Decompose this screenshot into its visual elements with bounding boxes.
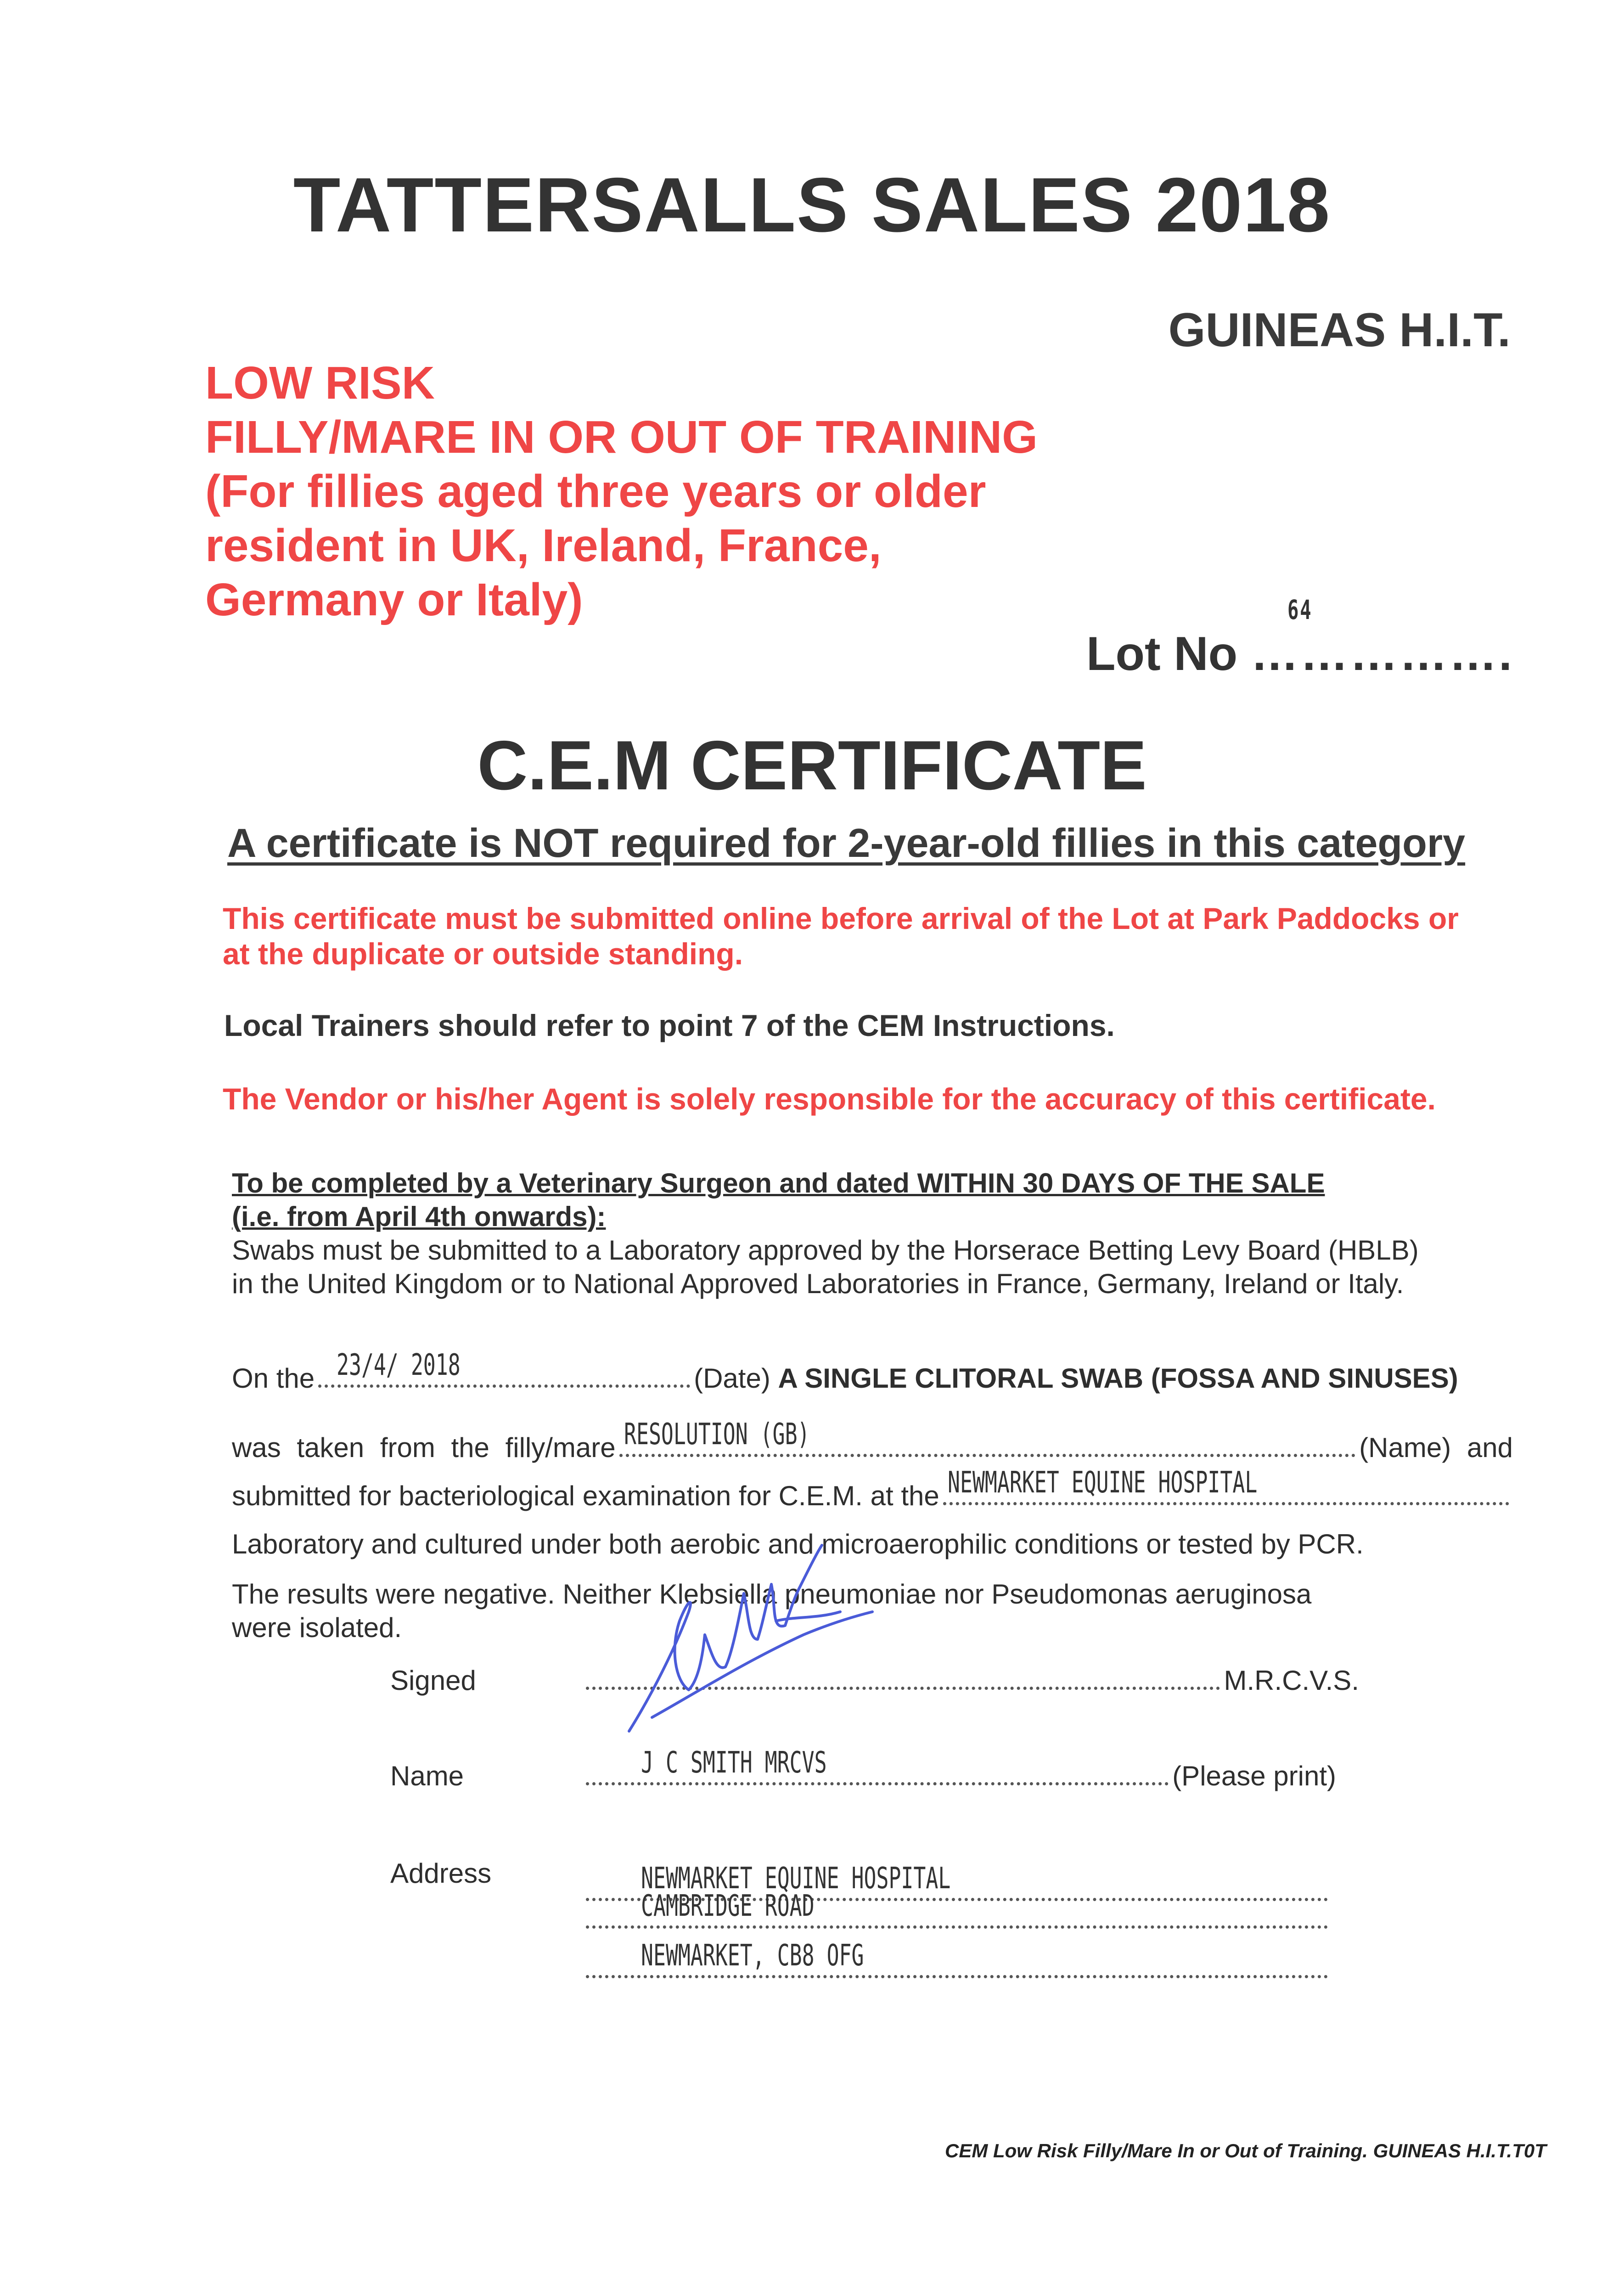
submitted-for-label: submitted for bacteriological examination for C.E.M. at the [232, 1480, 939, 1511]
address-line-field[interactable] [586, 1939, 1328, 1978]
footer-reference: CEM Low Risk Filly/Mare In or Out of Training. GUINEAS H.I.T.T0T [945, 2140, 1546, 2161]
certificate-title: C.E.M CERTIFICATE [477, 726, 1147, 805]
horse-name-field[interactable] [619, 1418, 1356, 1457]
not-required-notice: A certificate is NOT required for 2-year-old fillies in this category [227, 820, 1466, 866]
local-trainers-notice: Local Trainers should refer to point 7 of the CEM Instructions. [224, 1008, 1115, 1042]
lot-number-field [1086, 594, 1514, 681]
lab-name-field[interactable] [943, 1466, 1509, 1505]
address-line-value: NEWMARKET, CB8 OFG [641, 1939, 864, 1973]
category-line: resident in UK, Ireland, France, [205, 520, 882, 571]
lot-label: Lot No [1086, 627, 1238, 681]
submit-notice-line: This certificate must be submitted online before arrival of the Lot at Park Paddocks or [223, 901, 1459, 935]
category-line: (For fillies aged three years or older [205, 466, 986, 517]
lab-name-value: NEWMARKET EQUINE HOSPITAL [947, 1466, 1258, 1500]
mrcvs-label: M.R.C.V.S. [1224, 1665, 1359, 1696]
name-row [390, 1746, 1336, 1792]
risk-category [205, 356, 1038, 627]
taken-from-label: was taken from the filly/mare [232, 1432, 616, 1463]
on-the-label: On the [232, 1363, 315, 1394]
name-row-label: Name [390, 1761, 464, 1791]
signed-label: Signed [390, 1665, 476, 1696]
vendor-notice: The Vendor or his/her Agent is solely responsible for the accuracy of this certificate. [223, 1082, 1436, 1116]
lot-value: 64 [1287, 594, 1313, 625]
date-value: 23/4/ 2018 [337, 1348, 461, 1382]
date-label: (Date) [694, 1363, 770, 1394]
category-line: FILLY/MARE IN OR OUT OF TRAINING [205, 411, 1038, 463]
swabs-text: Swabs must be submitted to a Laboratory approved by the Horserace Betting Levy Board (HBLB) [232, 1235, 1419, 1266]
results-line: were isolated. [232, 1612, 402, 1643]
document-title: TATTERSALLS SALES 2018 [293, 162, 1331, 248]
lot-dots [1251, 594, 1514, 681]
address-label: Address [390, 1858, 492, 1889]
vet-instructions [232, 1166, 1419, 1300]
swab-type: A SINGLE CLITORAL SWAB (FOSSA AND SINUSES) [778, 1363, 1458, 1394]
category-line: Germany or Italy) [205, 574, 583, 625]
vet-name-field[interactable] [586, 1746, 1169, 1785]
laboratory-text: Laboratory and cultured under both aerobic and microaerophilic conditions or tested by PCR. [232, 1529, 1364, 1559]
vet-heading: To be completed by a Veterinary Surgeon and dated WITHIN 30 DAYS OF THE SALE [232, 1168, 1325, 1199]
vet-name-value: J C SMITH MRCVS [641, 1746, 827, 1780]
address-line-field[interactable] [586, 1889, 1328, 1929]
please-print-label: (Please print) [1172, 1761, 1336, 1791]
address-line-value: CAMBRIDGE ROAD [641, 1889, 815, 1923]
lot-dotted-line: ……………. [1251, 627, 1514, 681]
results-line: The results were negative. Neither Klebsiella pneumoniae nor Pseudomonas aeruginosa [232, 1579, 1312, 1609]
address-line-value: NEWMARKET EQUINE HOSPITAL [641, 1862, 951, 1896]
name-label: (Name) and [1359, 1432, 1513, 1463]
address-row [390, 1857, 1332, 2006]
swabs-text: in the United Kingdom or to National Approved Laboratories in France, Germany, Ireland or Italy. [232, 1268, 1404, 1299]
date-field[interactable] [318, 1348, 690, 1388]
date-line [232, 1348, 1508, 1395]
horse-name-value: RESOLUTION (GB) [624, 1418, 810, 1452]
vet-heading-dates: (i.e. from April 4th onwards): [232, 1201, 606, 1232]
sale-name: GUINEAS H.I.T. [1168, 304, 1511, 357]
category-line: LOW RISK [205, 357, 435, 409]
submit-notice-line: at the duplicate or outside standing. [223, 937, 743, 971]
handwritten-signature [624, 1543, 882, 1736]
submit-notice [223, 901, 1459, 972]
